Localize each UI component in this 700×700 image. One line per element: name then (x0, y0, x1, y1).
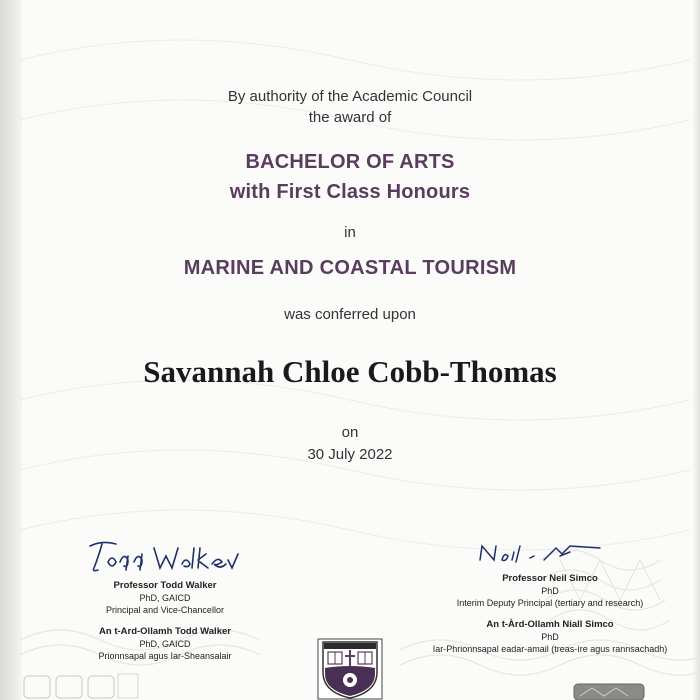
authority-line-1: By authority of the Academic Council (227, 88, 473, 105)
award-date: 30 July 2022 (307, 446, 393, 463)
degree-title (0, 147, 700, 207)
authority-statement (0, 86, 700, 128)
signatory-left-name: Professor Todd Walker (113, 580, 217, 591)
signature-right (474, 538, 614, 568)
signatory-block-left (60, 580, 270, 662)
signatory-left-irish-credentials: PhD, GAICD (139, 639, 191, 649)
university-crest-icon (317, 638, 383, 700)
degree-line-2: with First Class Honours (229, 181, 471, 203)
signature-left (82, 536, 242, 576)
signatory-right-title: Interim Deputy Principal (tertiary and research) (456, 598, 644, 608)
signatory-right-irish-name: An t-Àrd-Ollamh Niall Simco (486, 619, 614, 630)
signatory-right-irish-credentials: PhD (541, 632, 559, 642)
seal-emblem-left (22, 668, 142, 700)
security-hologram-icon (572, 680, 662, 700)
signatory-right-name: Professor Neil Simco (502, 573, 598, 584)
in-word: in (344, 224, 356, 241)
degree-line-1: BACHELOR OF ARTS (245, 151, 455, 173)
authority-line-2: the award of (308, 109, 392, 126)
signatory-left-title: Principal and Vice-Chancellor (106, 605, 224, 615)
signatory-left-irish-title: Prionnsapal agus Iar-Sheansalair (98, 651, 232, 661)
signatory-block-right (430, 573, 670, 655)
signatory-right-irish-title: Iar-Phrionnsapal eadar-amail (treas-ìre agus rannsachadh) (432, 644, 668, 654)
recipient-name: Savannah Chloe Cobb-Thomas (143, 354, 557, 389)
signatory-right-credentials: PhD (541, 586, 559, 596)
conferred-statement: was conferred upon (284, 306, 416, 323)
signatory-left-irish-name: An t-Ard-Ollamh Todd Walker (99, 626, 231, 637)
signatory-left-credentials: PhD, GAICD (139, 593, 191, 603)
subject-title: MARINE AND COASTAL TOURISM (183, 257, 517, 279)
on-word: on (341, 424, 359, 441)
